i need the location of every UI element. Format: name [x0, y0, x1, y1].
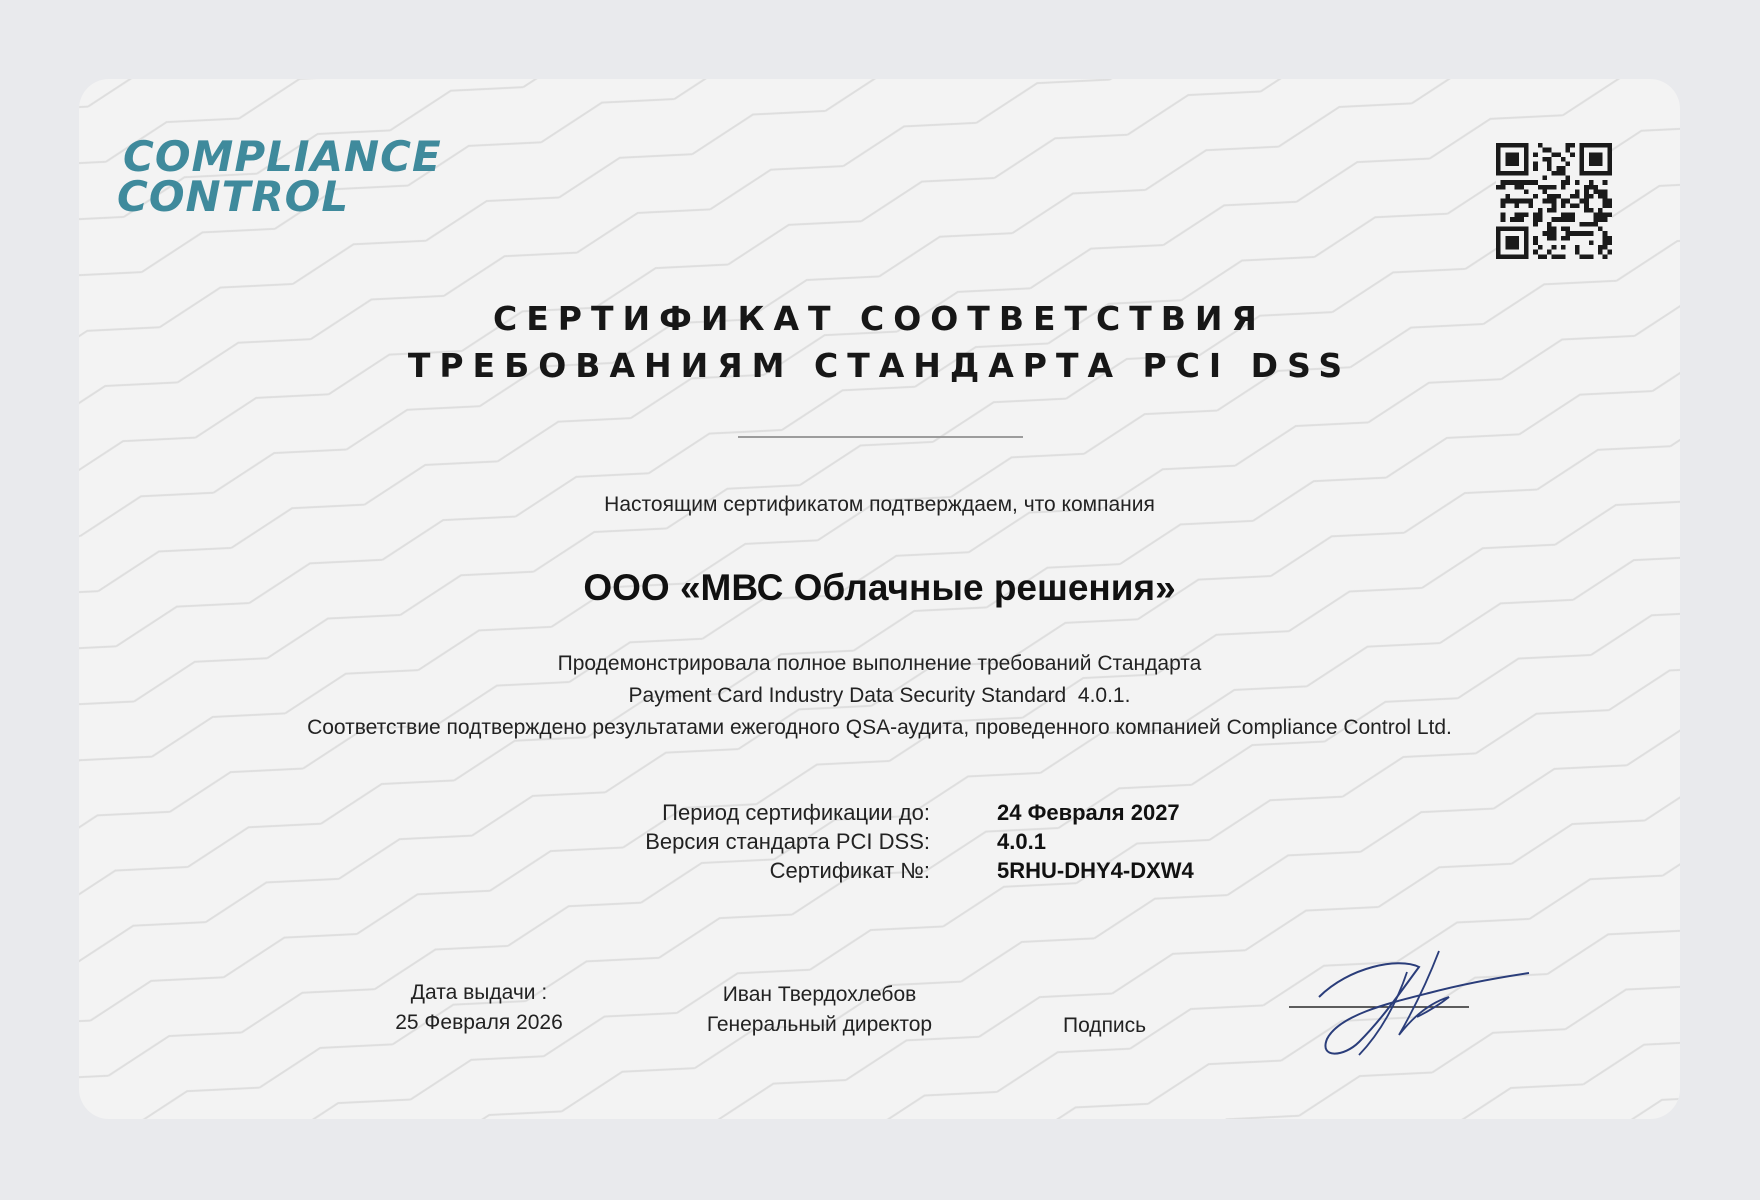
- signature-label: Подпись: [1063, 1014, 1147, 1037]
- issue-date-label: Дата выдачи :: [410, 981, 548, 1004]
- handwritten-signature: [1289, 947, 1549, 1077]
- detail-label: Сертификат №:: [769, 858, 930, 883]
- intro-text: Настоящим сертификатом подтверждаем, что компания: [604, 493, 1155, 516]
- company-logo: [117, 132, 442, 221]
- certificate-title: [79, 295, 1680, 389]
- statement-line-3: Соответствие подтверждено результатами ежегодного QSA-аудита, проведенного компанией Compliance Control Ltd.: [307, 716, 1452, 739]
- signer-position: Генеральный директор: [706, 1013, 933, 1036]
- detail-value: 24 Февраля 2027: [997, 800, 1180, 825]
- detail-value: 4.0.1: [997, 829, 1046, 854]
- title-line-2: ТРЕБОВАНИЯМ СТАНДАРТА PCI DSS: [407, 346, 1352, 385]
- logo-line-1: COMPLIANCE: [123, 132, 442, 181]
- detail-label: Период сертификации до:: [662, 800, 930, 825]
- certification-statement: [79, 648, 1680, 744]
- signer-name: Иван Твердохлебов: [722, 983, 917, 1006]
- issue-date-value: 25 Февраля 2026: [395, 1011, 563, 1034]
- certificate-details: [479, 798, 1194, 885]
- detail-row-version: [479, 827, 1194, 856]
- logo-line-2: CONTROL: [117, 172, 350, 221]
- qr-code-icon: [1496, 143, 1612, 259]
- certificate: [79, 79, 1680, 1119]
- signer-block: [657, 980, 982, 1040]
- statement-line-1: Продемонстрировала полное выполнение требований Стандарта: [557, 652, 1202, 675]
- statement-line-2: Payment Card Industry Data Security Standard 4.0.1.: [628, 684, 1131, 707]
- detail-value: 5RHU-DHY4-DXW4: [997, 858, 1194, 883]
- title-line-1: СЕРТИФИКАТ СООТВЕТСТВИЯ: [493, 299, 1266, 338]
- detail-row-period: [479, 798, 1194, 827]
- detail-label: Версия стандарта PCI DSS:: [645, 829, 930, 854]
- issue-date-block: [349, 978, 609, 1038]
- detail-row-number: [479, 856, 1194, 885]
- title-divider: [738, 436, 1023, 438]
- company-name: ООО «МВС Облачные решения»: [583, 567, 1176, 608]
